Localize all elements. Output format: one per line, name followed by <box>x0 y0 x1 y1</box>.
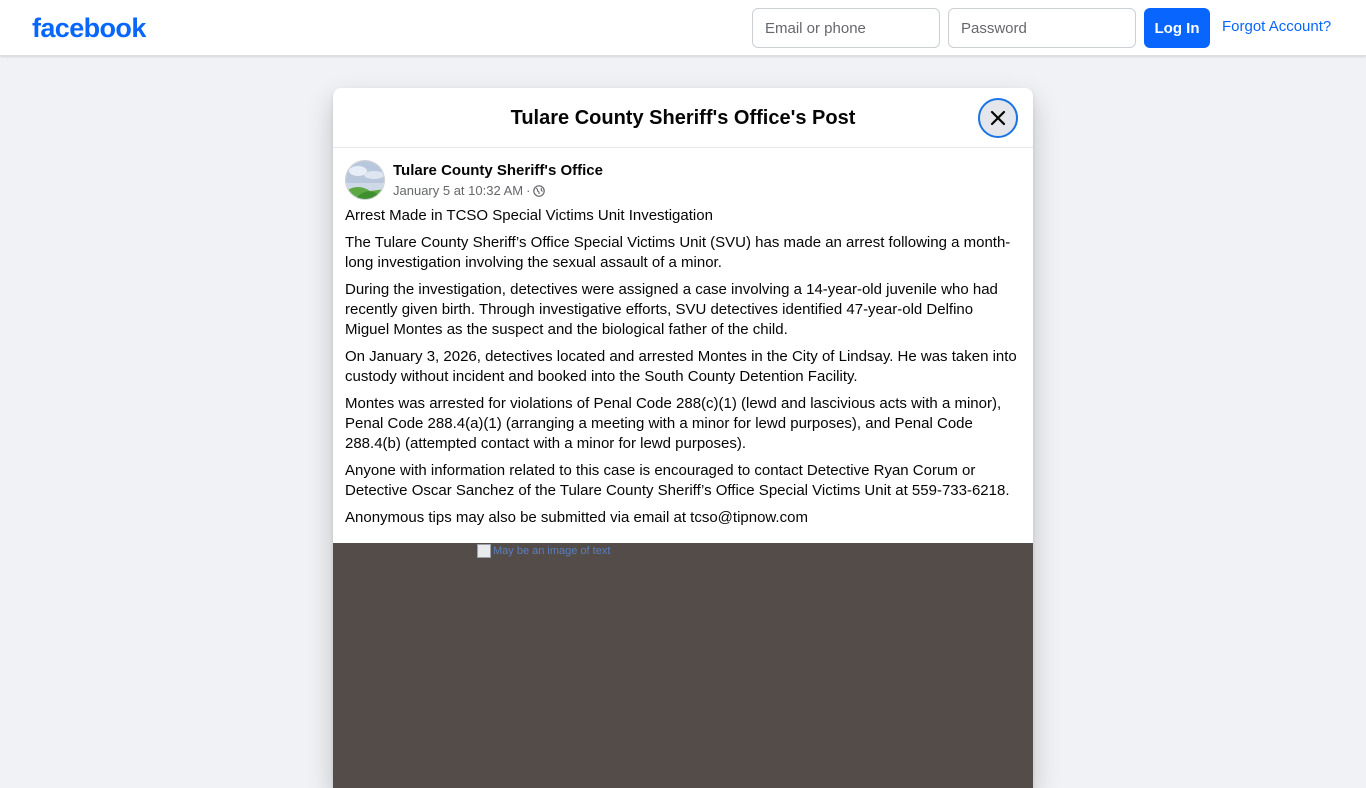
post-dialog <box>333 88 1033 788</box>
post-author[interactable]: Tulare County Sheriff's Office <box>393 162 603 179</box>
post-image[interactable] <box>333 543 1033 788</box>
post-meta <box>393 183 545 199</box>
broken-image-placeholder <box>477 544 610 558</box>
facebook-logo[interactable]: facebook <box>32 13 146 43</box>
top-navbar <box>0 0 1366 56</box>
avatar[interactable] <box>345 160 385 200</box>
broken-image-icon <box>477 544 491 558</box>
globe-icon <box>533 185 545 197</box>
close-button[interactable] <box>978 98 1018 138</box>
post-timestamp[interactable]: January 5 at 10:32 AM <box>393 183 524 198</box>
post-body <box>345 206 1021 535</box>
post-paragraph: Montes was arrested for violations of Penal Code 288(c)(1) (lewd and lascivious acts with a minor), Penal Code 288.4(a)(1) (arranging a meeting with a minor for lewd purposes), and Penal Code 288.4(b) (attempted contact with a minor for lewd purposes). <box>345 395 1002 452</box>
meta-separator: · <box>526 183 531 198</box>
login-button[interactable]: Log In <box>1144 8 1210 48</box>
post-paragraph: The Tulare County Sheriff’s Office Special Victims Unit (SVU) has made an arrest following a month-long investigation involving the sexual assault of a minor. <box>345 234 1011 271</box>
email-field[interactable] <box>752 8 940 48</box>
forgot-account-link[interactable]: Forgot Account? <box>1222 18 1332 35</box>
post-paragraph: Anonymous tips may also be submitted via email at tcso@tipnow.com <box>345 509 808 526</box>
post-paragraph: During the investigation, detectives were assigned a case involving a 14-year-old juvenile who had recently given birth. Through investigative efforts, SVU detectives identified 47-year-old Delfino Miguel Montes as the suspect and the biological father of the child. <box>345 281 998 338</box>
dialog-header <box>333 88 1033 148</box>
post-paragraph: Anyone with information related to this case is encouraged to contact Detective Ryan Corum or Detective Oscar Sanchez of the Tulare County Sheriff’s Office Special Victims Unit at 559-733-6218. <box>345 462 1010 499</box>
post-paragraph: On January 3, 2026, detectives located and arrested Montes in the City of Lindsay. He was taken into custody without incident and booked into the South County Detention Facility. <box>345 348 1017 385</box>
image-alt-text: May be an image of text <box>493 545 611 557</box>
post-paragraph: Arrest Made in TCSO Special Victims Unit Investigation <box>345 207 713 224</box>
password-field[interactable] <box>948 8 1136 48</box>
close-icon <box>988 108 1008 128</box>
dialog-title: Tulare County Sheriff's Office's Post <box>510 107 856 129</box>
